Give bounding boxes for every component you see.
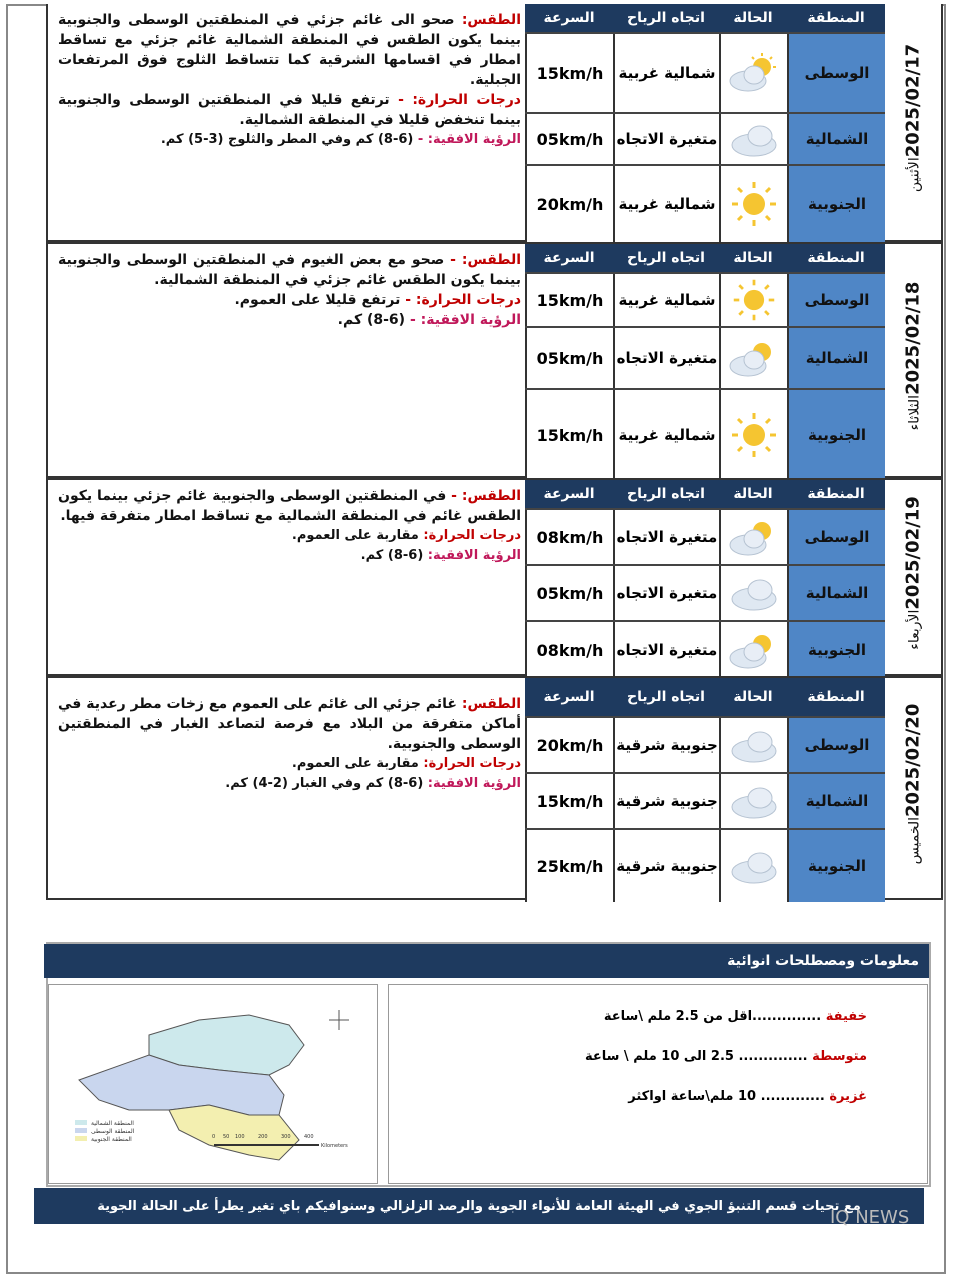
map-legend-south: المنطقة الجنوبية [91,1136,132,1143]
table-header: المنطقة الحالة اتجاه الرياح السرعة [525,678,885,718]
forecast-description: الطقس: - صحو مع بعض الغيوم في المنطقتين الوسطى والجنوبية بينما يكون الطقس غائم جزئي في المنطقة الشمالية. درجات الحرارة: - ترتفع قليلا على العموم. الرؤية الافقية: - (6-8) كم. [58,252,521,328]
sun-cloud-icon [719,510,787,564]
cloud-icon [719,566,787,620]
table-row: الشمالية متغيرة الاتجاه 05km/h [525,328,885,390]
cloud-icon [719,114,787,164]
table-row: الشمالية متغيرة الاتجاه 05km/h [525,114,885,166]
forecast-table [525,244,885,476]
table-row: الشمالية جنوبية شرقية 15km/h [525,774,885,830]
cloud-icon [719,774,787,828]
date-label: 2025/02/20الخميس [902,703,924,865]
sun-icon [719,166,787,242]
date-label: 2025/02/17الأثنين [902,43,924,193]
date-column [883,4,941,240]
date-column [883,480,941,674]
day-block-3 [46,478,943,676]
watermark: IQ NEWS [830,1207,910,1228]
term-light: خفيفة ..............اقل من 2.5 ملم \ساعة [603,1009,867,1024]
scale-tick-100: 100 [235,1134,245,1140]
map-legend-central: المنطقة الوسطى [91,1128,135,1135]
scale-tick-400: 400 [304,1134,314,1140]
day-block-1 [46,4,943,242]
cloud-icon [719,830,787,902]
scale-tick-0: 0 [212,1134,216,1140]
table-row: الوسطى متغيرة الاتجاه 08km/h [525,510,885,566]
sun-cloud-icon [719,34,787,112]
scale-unit: Kilometers [321,1143,348,1149]
info-box [46,942,931,1187]
info-title: معلومات ومصطلحات انوائية [44,944,929,978]
map-legend-north: المنطقة الشمالية [91,1120,134,1127]
term-heavy: غزيرة ............. 10 ملم\ساعة اواكثر [628,1089,867,1104]
table-row: الوسطى جنوبية شرقية 20km/h [525,718,885,774]
cloud-icon [719,718,787,772]
scale-tick-300: 300 [281,1134,291,1140]
date-column [883,244,941,476]
table-header: المنطقة الحالة اتجاه الرياح السرعة [525,4,885,34]
footer-banner: مع تحيات قسم التنبؤ الجوي في الهيئة العامة للأنواء الجوية والرصد الزلزالي وسنوافيكم باي تغير يطرأ على الحالة الجوية [34,1188,924,1224]
day-block-2 [46,242,943,478]
sun-icon [719,274,787,326]
date-label: 2025/02/19الأربعاء [902,496,924,650]
table-row: الجنوبية شمالية غربية 15km/h [525,390,885,480]
table-row: الوسطى شمالية غربية 15km/h [525,34,885,114]
day-block-4 [46,676,943,900]
table-header: المنطقة الحالة اتجاه الرياح السرعة [525,480,885,510]
scale-tick-50: 50 [223,1134,230,1140]
table-row: الجنوبية متغيرة الاتجاه 08km/h [525,622,885,678]
table-row: الوسطى شمالية غربية 15km/h [525,274,885,328]
table-row: الجنوبية شمالية غربية 20km/h [525,166,885,242]
sun-icon [719,390,787,480]
date-column [883,678,941,898]
date-label: 2025/02/18الثلاثاء [902,281,924,431]
forecast-description: الطقس: صحو الى غائم جزئي في المنطقتين الوسطى والجنوبية بينما يكون الطقس في المنطقة الشمالية غائم جزئي مع تساقط امطار في اقسامها الشرقية كما تتساقط الثلوج فوق المرتفعات الجبلية. درجات الحرارة: - ترتفع قليلا في المنطقتين الوسطى والجنوبية بينما تنخفض قليلا في المنطقة الشمالية. الرؤية الافقية: - (6-8) كم وفي المطر والثلوج (3-5) كم. [58,12,521,147]
forecast-table [525,4,885,240]
table-header: المنطقة الحالة اتجاه الرياح السرعة [525,244,885,274]
table-row: الشمالية متغيرة الاتجاه 05km/h [525,566,885,622]
rain-intensity-legend [388,984,928,1184]
sun-cloud-icon [719,622,787,678]
forecast-table [525,480,885,674]
forecast-description: الطقس: - في المنطقتين الوسطى والجنوبية غائم جزئي بينما يكون الطقس غائم في المنطقة الشمالية مع تساقط امطار متفرقة فيها. درجات الحرارة: مقاربة على العموم. الرؤية الافقية: (6-8) كم. [58,488,521,563]
scale-tick-200: 200 [258,1134,268,1140]
forecast-table [525,678,885,898]
term-moderate: متوسطة .............. 2.5 الى 10 ملم \ ساعة [584,1049,867,1064]
forecast-description: الطقس: غائم جزئي الى غائم على العموم مع زخات مطر رعدية في أماكن متفرقة من البلاد مع فرصة لتصاعد الغبار في المنطقتين الوسطى والجنوبية. درجات الحرارة: مقاربة على العموم. الرؤية الافقية: (6-8) كم وفي الغبار (2-4) كم. [58,696,522,791]
table-row: الجنوبية جنوبية شرقية 25km/h [525,830,885,902]
sun-cloud-icon [719,328,787,388]
iraq-region-map [48,984,378,1184]
